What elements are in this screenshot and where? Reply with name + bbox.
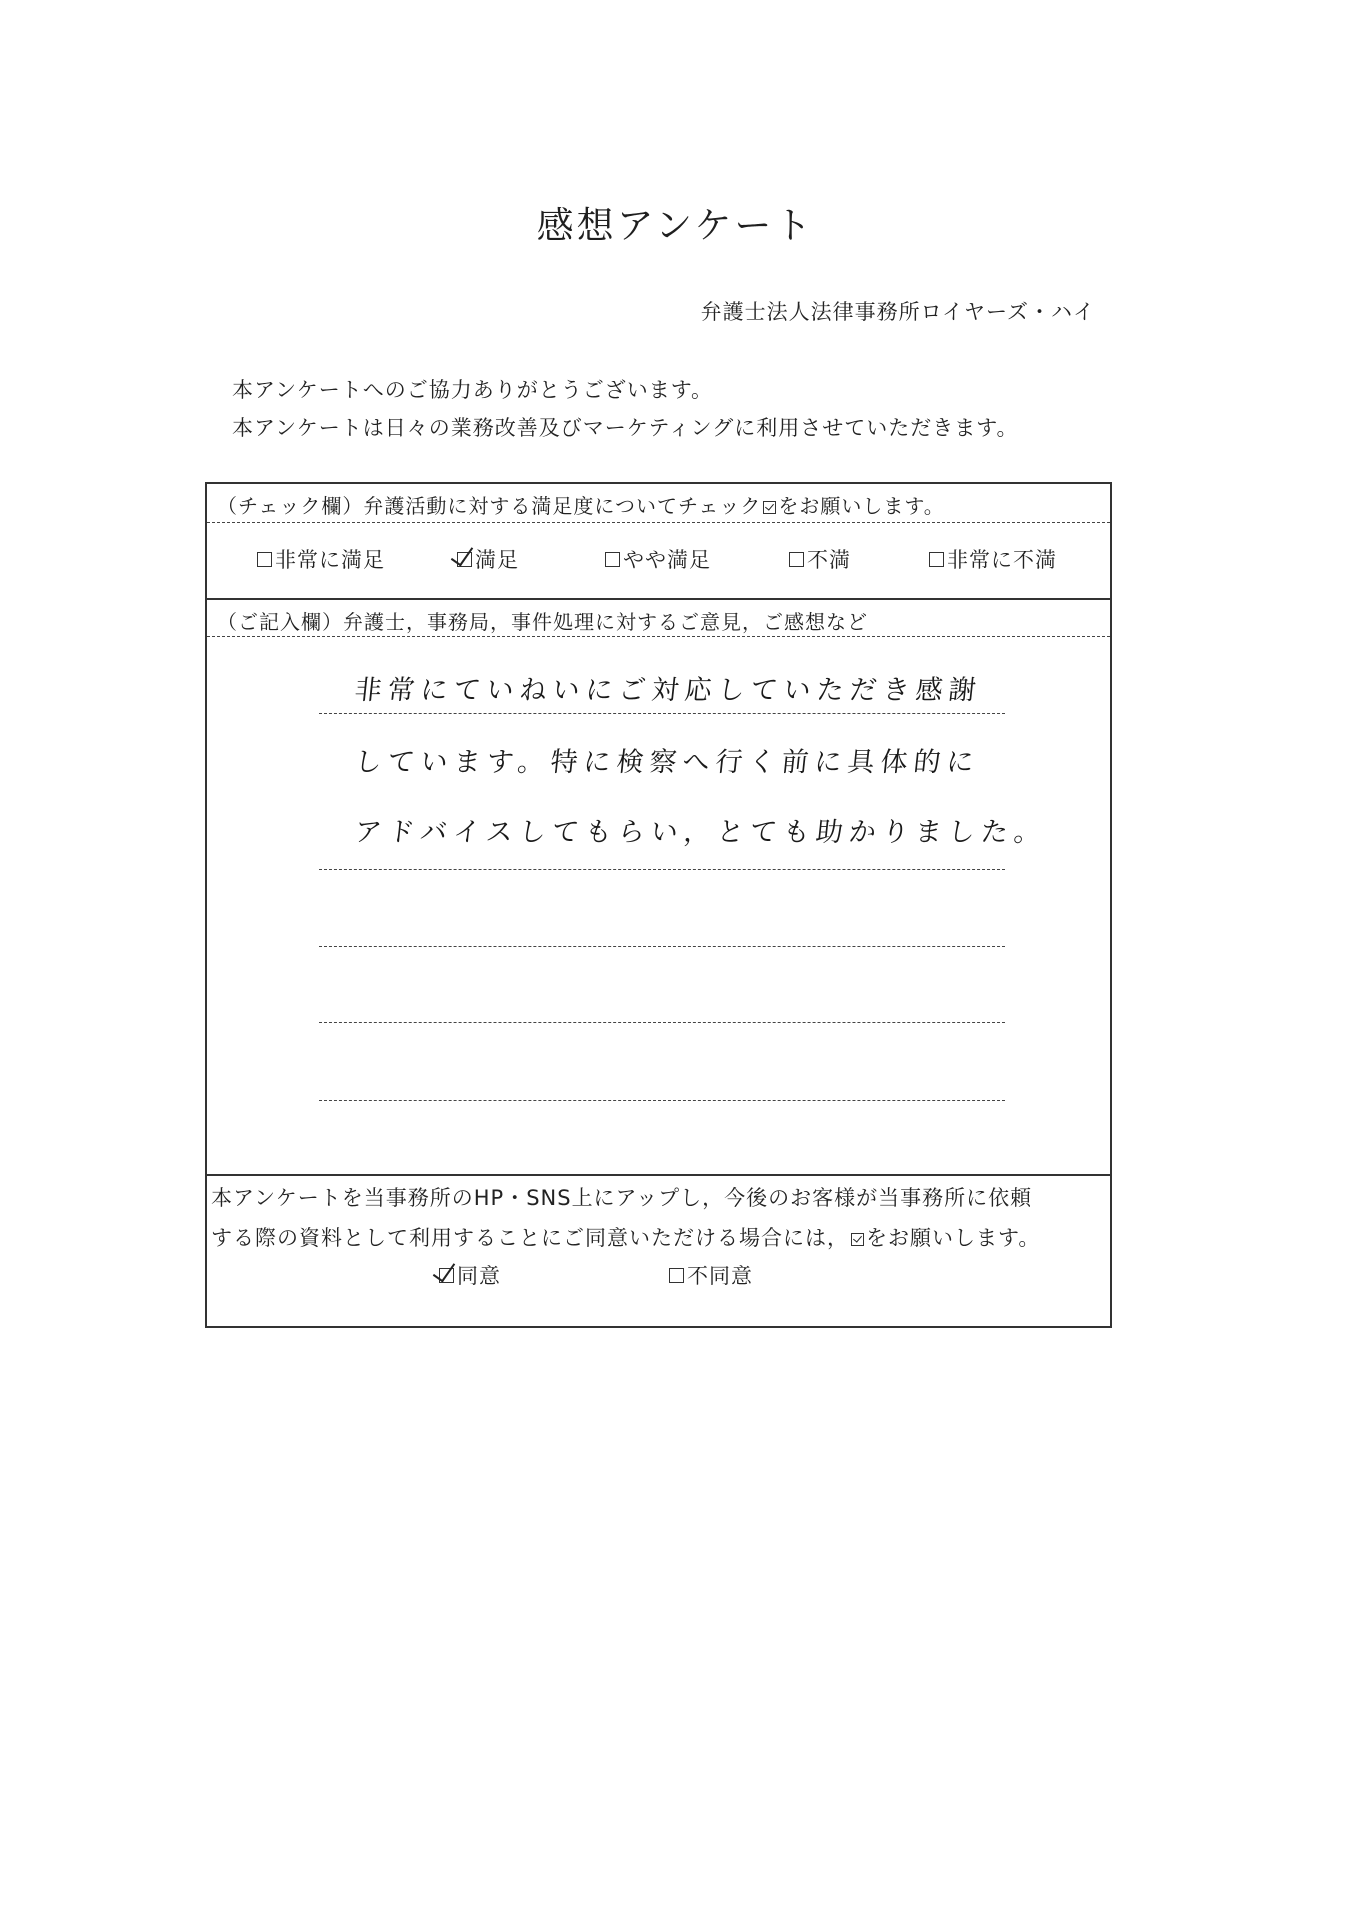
check-label-suffix: をお願いします。 [778,494,945,518]
document-title: 感想アンケート [536,204,815,247]
writing-line [319,1100,1005,1101]
divider [207,522,1110,523]
option-satisfied[interactable] [457,544,519,574]
option-label: 不満 [807,548,851,572]
consent-line-1: 本アンケートを当事務所のHP・SNS上にアップし，今後のお客様が当事務所に依頼 [211,1186,1033,1210]
checkbox-icon[interactable] [929,552,944,567]
consent-line-2 [211,1222,1040,1252]
option-label: 不同意 [687,1264,753,1288]
check-section-label [217,490,945,519]
writing-line [319,1022,1005,1023]
consent-line-2-suffix: をお願いします。 [866,1226,1041,1250]
option-disagree[interactable] [669,1260,753,1290]
handwritten-line-1: 非常にていねいにご対応していただき感謝 [353,675,984,706]
checkbox-icon[interactable] [669,1268,684,1283]
option-label: 満足 [475,548,519,572]
intro-line-1: 本アンケートへのご協力ありがとうございます。 [232,378,714,402]
option-somewhat-satisfied[interactable] [605,544,711,574]
checked-checkbox-icon[interactable] [457,552,472,567]
handwritten-line-2: しています。特に検察へ行く前に具体的に [353,747,982,778]
section-divider [207,1174,1110,1176]
option-label: 非常に満足 [275,548,385,572]
option-dissatisfied[interactable] [789,544,851,574]
consent-line-2-prefix: する際の資料として利用することにご同意いただける場合には， [211,1226,849,1250]
check-label-prefix: （チェック欄）弁護活動に対する満足度についてチェック [217,494,762,518]
checkbox-icon[interactable] [605,552,620,567]
handwritten-line-3: アドバイスしてもらい，とても助かりました。 [353,817,1049,848]
checkbox-icon[interactable] [257,552,272,567]
option-agree[interactable] [439,1260,501,1290]
divider [207,636,1110,637]
checkbox-icon[interactable] [789,552,804,567]
option-very-dissatisfied[interactable] [929,544,1057,574]
checkbox-sample-icon [763,501,776,514]
checkbox-sample-icon [851,1233,864,1246]
option-very-satisfied[interactable] [257,544,385,574]
checked-checkbox-icon[interactable] [439,1268,454,1283]
comment-section-label: （ご記入欄）弁護士，事務局，事件処理に対するご意見，ご感想など [217,610,868,634]
intro-line-2: 本アンケートは日々の業務改善及びマーケティングに利用させていただきます。 [232,416,1019,440]
writing-line [319,946,1005,947]
writing-line [319,869,1005,870]
organization-name: 弁護士法人法律事務所ロイヤーズ・ハイ [700,300,1095,324]
option-label: 同意 [457,1264,501,1288]
option-label: やや満足 [623,548,711,572]
option-label: 非常に不満 [947,548,1057,572]
section-divider [207,598,1110,600]
writing-line [319,713,1005,714]
survey-form [205,482,1112,1328]
